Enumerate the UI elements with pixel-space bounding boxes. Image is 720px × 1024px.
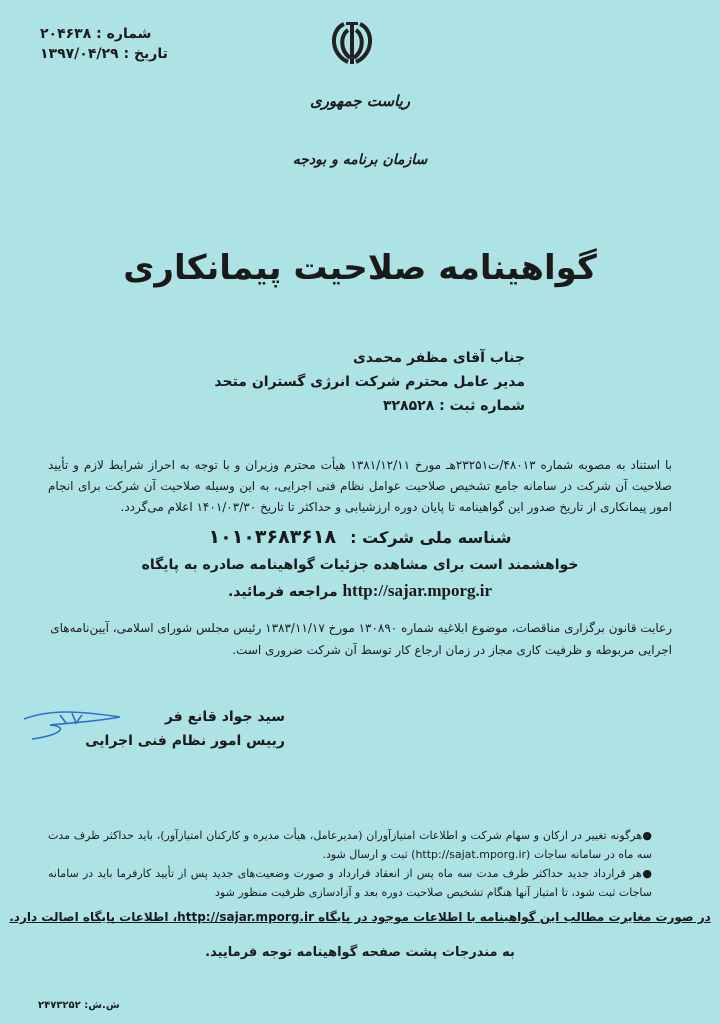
org-budget: سازمان برنامه و بودجه xyxy=(292,152,428,168)
sajar-link[interactable]: http://sajar.mporg.ir xyxy=(342,581,493,600)
number-label: شماره : xyxy=(96,26,152,42)
law-paragraph: رعایت قانون برگزاری مناقصات، موضوع ابلاغیه شماره ۱۳۰۸۹۰ مورخ ۱۳۸۳/۱۱/۱۷ رئیس مجلس شورای اسلامی، آیین‌نامه‌های اجرایی مربوطه و ظرفیت کاری مجاز در زمان ارجاع کار توسط آن شرکت ضروری است. xyxy=(50,621,672,657)
addressee-name: جناب آقای مظفر محمدی xyxy=(353,350,525,366)
serial-number: ش.ش: ۲۴۷۳۲۵۲ xyxy=(38,1000,120,1011)
registration-number: شماره ثبت : ۳۲۸۵۲۸ xyxy=(382,398,525,414)
org-presidency: ریاست جمهوری xyxy=(309,92,411,110)
document-title: گواهینامه صلاحیت پیمانکاری xyxy=(123,248,597,288)
national-id xyxy=(0,526,720,548)
note-item: ●هرگونه تغییر در ارکان و سهام شرکت و اطلاعات امتیازآوران (مدیرعامل، هیأت مدیره و کارکنان امتیازآور)، باید حداکثر ظرف مدت سه ماه در سامانه ساجات (http://sajat.mporg.ir) ثبت و ارسال شود. xyxy=(48,829,652,861)
note-item: ●هر قرارداد جدید حداکثر ظرف مدت سه ماه پس از انعقاد قرارداد و صورت وضعیت‌های جدید پس از تأیید کارفرما باید در سامانه ساجات ثبت شود، تا امتیاز آنها هنگام تشخیص صلاحیت دوره بعد و آزادسازی ظرفیت منظور شود xyxy=(48,867,652,899)
signer xyxy=(85,705,285,753)
notes-list xyxy=(48,826,652,902)
reference-block xyxy=(40,24,190,64)
reference-number xyxy=(40,24,190,44)
request-text xyxy=(0,552,720,605)
iran-emblem-icon xyxy=(322,18,382,68)
addressee-position: مدیر عامل محترم شرکت انرژی گستران متحد xyxy=(214,374,525,390)
national-id-value: ۱۰۱۰۳۶۸۳۶۱۸ xyxy=(208,526,337,548)
body-paragraph: با استناد به مصوبه شماره ۴۸۰۱۳/ت۲۳۲۵۱هـ مورخ ۱۳۸۱/۱۲/۱۱ هیأت محترم وزیران و با توجه به احراز شرایط لازم و تأیید صلاحیت آن شرکت در سامانه جامع تشخیص صلاحیت عوامل نظام فنی اجرایی، به این وسیله صلاحیت آن شرکت برای انجام امور پیمانکاری از تاریخ صدور این گواهینامه تا پایان دوره ارزشیابی و حداکثر تا تاریخ ۱۴۰۱/۰۳/۳۰ اعلام می‌گردد. xyxy=(48,458,672,514)
date-value: ۱۳۹۷/۰۴/۲۹ xyxy=(40,46,119,62)
signer-position: رییس امور نظام فنی اجرایی xyxy=(85,733,285,749)
signer-name: سید جواد قانع فر xyxy=(164,709,285,725)
number-value: ۲۰۴۶۳۸ xyxy=(40,26,92,42)
request-suffix: مراجعه فرمائید. xyxy=(227,584,338,600)
national-id-label: شناسه ملی شرکت : xyxy=(350,528,512,547)
reference-date xyxy=(40,44,190,64)
addressee xyxy=(214,346,525,418)
back-page-note: به مندرجات پشت صفحه گواهینامه توجه فرمایید. xyxy=(205,945,515,960)
authenticity-warning: در صورت مغایرت مطالب این گواهینامه با اطلاعات موجود در پایگاه http://sajar.mporg.ir، اطلاعات پایگاه اصالت دارد. xyxy=(9,910,711,924)
request-line: خواهشمند است برای مشاهده جزئیات گواهینامه صادره به پایگاه xyxy=(141,557,579,573)
date-label: تاریخ : xyxy=(123,46,168,62)
